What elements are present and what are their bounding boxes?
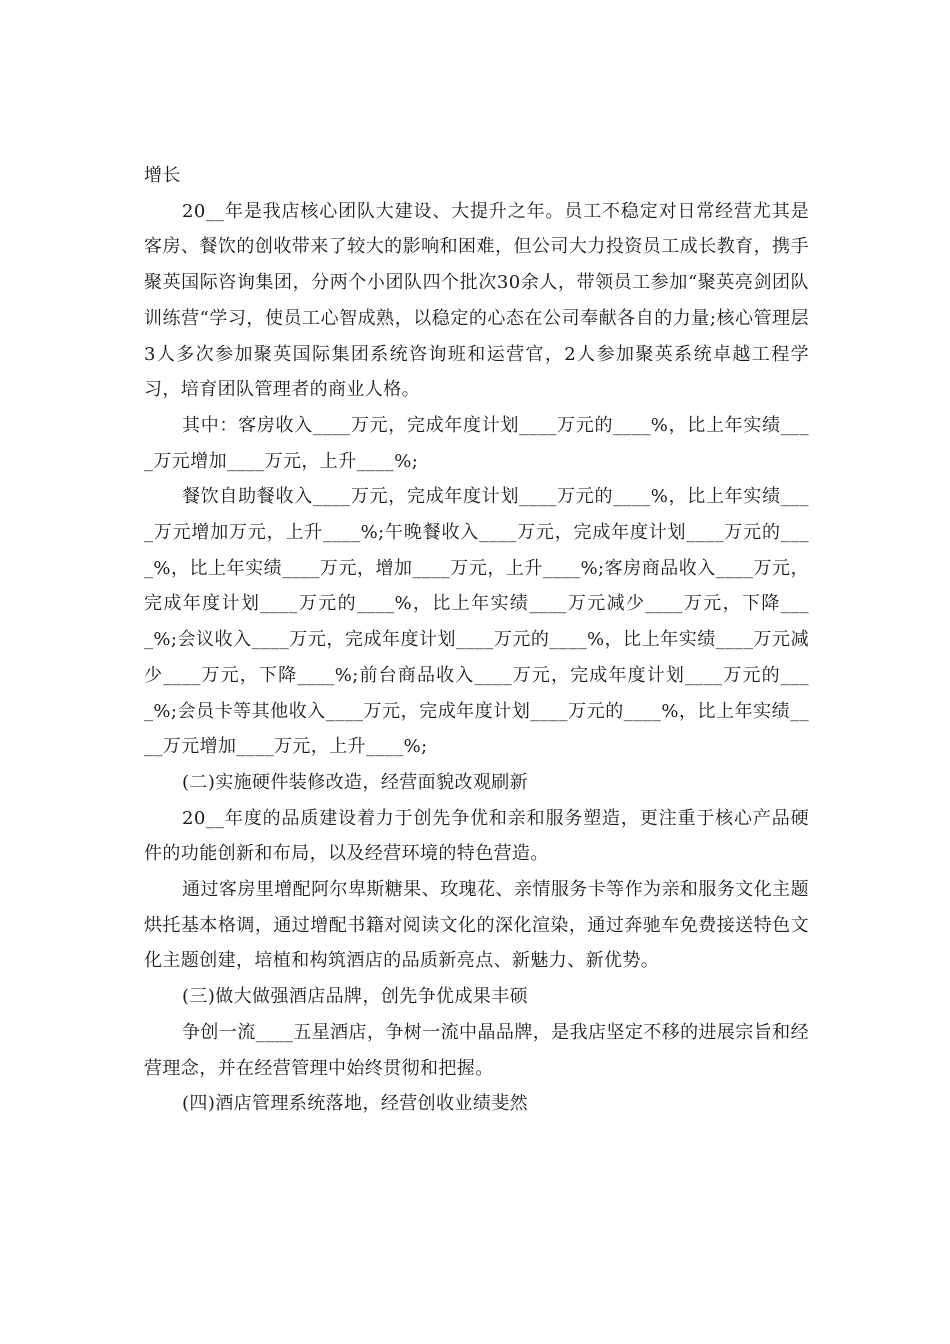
section-heading-hardware: (二)实施硬件装修改造，经营面貌改观刷新	[182, 771, 529, 793]
paragraph-brand: 争创一流____五星酒店，争树一流中晶品牌，是我店坚定不移的进展宗旨和经营理念，并在经营管理中始终贯彻和把握。	[144, 1021, 809, 1079]
paragraph-quality-building: 20__年度的品质建设着力于创先争优和亲和服务塑造，更注重于核心产品硬件的功能创新和布局，以及经营环境的特色营造。	[144, 807, 809, 865]
paragraph-room-revenue: 其中：客房收入____万元，完成年度计划____万元的____%，比上年实绩____万元增加____万元，上升____%;	[144, 414, 809, 472]
document-body	[144, 158, 809, 1122]
paragraph-continuation: 增长	[144, 165, 181, 186]
section-heading-brand: (三)做大做强酒店品牌，创先争优成果丰硕	[182, 986, 529, 1008]
section-heading-management-system: (四)酒店管理系统落地，经营创收业绩斐然	[182, 1093, 529, 1115]
paragraph-team-building: 20__年是我店核心团队大建设、大提升之年。员工不稳定对日常经营尤其是客房、餐饮的创收带来了较大的影响和困难，但公司大力投资员工成长教育，携手聚英国际咨询集团，分两个小团队四个批次30余人，带领员工参加“聚英亮剑团队训练营“学习，使员工心智成熟，以稳定的心态在公司奉献各自的力量;核心管理层3人多次参加聚英国际集团系统咨询班和运营官，2人参加聚英系统卓越工程学习，培育团队管理者的商业人格。	[144, 200, 809, 401]
paragraph-service-culture: 通过客房里增配阿尔卑斯糖果、玫瑰花、亲情服务卡等作为亲和服务文化主题烘托基本格调，通过增配书籍对阅读文化的深化渲染，通过奔驰车免费接送特色文化主题创建，培植和构筑酒店的品质新亮点、新魅力、新优势。	[144, 879, 809, 972]
paragraph-dining-revenue: 餐饮自助餐收入____万元，完成年度计划____万元的____%，比上年实绩____万元增加万元，上升____%;午晚餐收入____万元，完成年度计划____万元的____%，比上年实绩____万元，增加____万元，上升____%;客房商品收入____万元，完成年度计划____万元的____%，比上年实绩____万元减少____万元，下降____%;会议收入____万元，完成年度计划____万元的____%，比上年实绩____万元减少____万元，下降____%;前台商品收入____万元，完成年度计划____万元的____%;会员卡等其他收入____万元，完成年度计划____万元的____%，比上年实绩____万元增加____万元，上升____%;	[144, 486, 809, 758]
